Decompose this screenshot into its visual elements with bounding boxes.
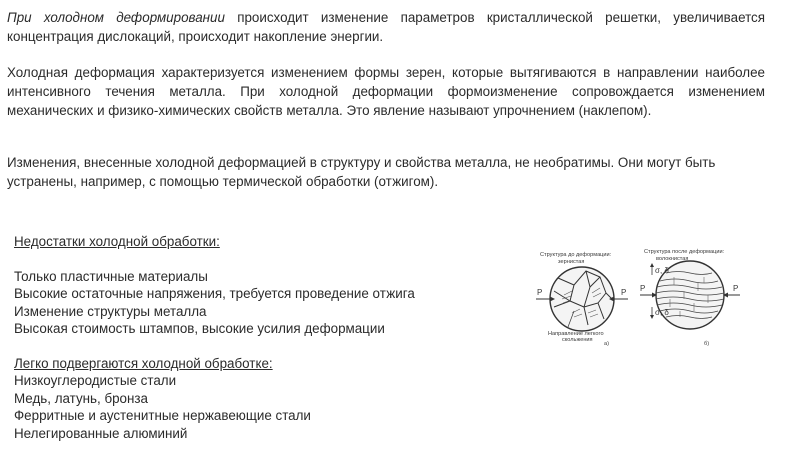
force-p-left-b: P [640,284,646,293]
material-item: Ферритные и аустенитные нержавеющие стали [14,408,311,424]
intro-paragraph-1-text: происходит изменение параметров кристаллической решетки, увеличивается концентрация дислокаций, происходит накопление энергии. [7,10,765,44]
drawback-item: Только пластичные материалы [14,268,208,284]
intro-paragraph-2: Холодная деформация характеризуется изменением формы зерен, которые вытягиваются в направлении наиболее интенсивного течения металла. При холодной деформации формоизменение сопровождается изменением механических и физико-химических свойств металла. Это явление называют упрочнением (наклепом). [7,65,765,118]
force-p-left: P [537,288,543,297]
grain-structure-figure [528,233,760,353]
label-after-deformation: Структура после деформации: [644,249,725,255]
drawback-item: Высокие остаточные напряжения, требуется проведение отжига [14,286,415,302]
label-fibrous: волокнистая [656,256,689,262]
force-p-right: P [621,288,627,297]
intro-paragraph-3: Изменения, внесенные холодной деформацией в структуру и свойства металла, не необратимы. Они могут быть устранены, например, с помощью термической обработки (отжигом). [7,155,716,189]
label-slip-direction: Направление легкого [548,331,604,337]
force-p-right-b: P [733,284,739,293]
drawbacks-list [14,233,494,337]
fibrous-structure-diagram [640,261,740,347]
label-before-deformation: Структура до деформации: [540,252,612,258]
subfigure-a-label: а) [604,341,609,347]
sigma-delta-top: σ, δ [655,266,669,275]
drawback-item: Изменение структуры металла [14,303,207,319]
granular-structure-diagram [536,267,628,347]
subfigure-b-label: б) [704,341,710,347]
label-slip: скольжения [562,337,593,343]
material-item: Низкоуглеродистые стали [14,373,177,389]
materials-list [14,355,494,442]
material-item: Нелегированные алюминий [14,425,188,441]
drawbacks-heading: Недостатки холодной обработки: [14,234,220,249]
sigma-delta-bottom: σ, δ [655,308,669,317]
label-granular: зернистая [558,259,585,265]
materials-heading: Легко подвергаются холодной обработке: [14,356,273,371]
intro-paragraph-1 [7,8,765,46]
material-item: Медь, латунь, бронза [14,390,148,406]
cold-deformation-term: При холодном деформировании [7,10,225,25]
drawback-item: Высокая стоимость штампов, высокие усилия деформации [14,321,385,337]
